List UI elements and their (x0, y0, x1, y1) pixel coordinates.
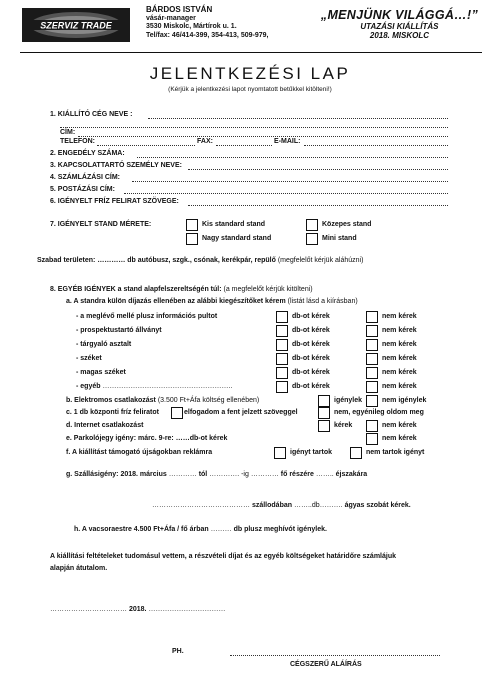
parking-no-label: nem kérek (382, 435, 417, 442)
field-line-fax[interactable] (216, 137, 272, 146)
checkbox-electric-no[interactable] (366, 395, 378, 407)
checkbox-large-stand[interactable] (186, 233, 198, 245)
free-area-row (37, 256, 363, 265)
electric-label: b. Elektromos csatlakozást (66, 397, 156, 404)
nem-label: nem kérek (382, 355, 417, 362)
room-label: ágyas szobát kérek. (344, 502, 411, 509)
frieze-accept-label: elfogadom a fent jelzett szöveggel (184, 409, 298, 416)
dinner-dots[interactable]: ……… (210, 526, 232, 533)
company-logo (22, 8, 130, 42)
db-label: db-ot kérek (292, 341, 330, 348)
accommodation-nights-dots[interactable]: …….. (315, 471, 334, 478)
signature-label: CÉGSZERŰ ALÁÍRÁS (290, 661, 362, 668)
parking-label: e. Parkolójegy igény: márc. 9-re: (66, 435, 174, 442)
option-medium-stand: Közepes stand (322, 221, 372, 228)
checkbox-table-qty[interactable] (276, 339, 288, 351)
electric-yes-label: igénylek (334, 397, 363, 404)
field-line-company-2[interactable] (60, 119, 448, 128)
item-other-dots[interactable]: ……………………………………………….. (102, 383, 233, 390)
item-high-chair: - magas széket (76, 369, 126, 376)
electric-note: (3.500 Ft+Áfa költség ellenében) (157, 397, 260, 404)
closing-line-2: alapján átutalom. (50, 565, 108, 572)
field-line-billing[interactable] (132, 173, 448, 182)
field-label-address: CÍM: (60, 129, 76, 136)
extras-row (66, 297, 358, 306)
section-8-row (50, 285, 313, 294)
db-label: db-ot kérek (292, 383, 330, 390)
field-label-fax: FAX: (197, 138, 213, 145)
checkbox-high-chair-no[interactable] (366, 367, 378, 379)
field-label-email: E-MAIL: (274, 138, 301, 145)
field-line-frieze[interactable] (188, 197, 448, 206)
db-label: db-ot kérek (292, 369, 330, 376)
advert-no-label: nem tartok igényt (366, 449, 425, 456)
parking-dots[interactable]: ……db-ot kérek (175, 435, 228, 442)
dinner-label: h. A vacsoraestre 4.500 Ft+Áfa / fő árban (74, 526, 209, 533)
hotel-name-dots[interactable]: …………………………………… (152, 502, 250, 509)
checkbox-info-desk-qty[interactable] (276, 311, 288, 323)
dinner-rest: db plusz meghívót igénylek. (233, 526, 327, 533)
checkbox-advert-no[interactable] (350, 447, 362, 459)
accommodation-label: g. Szállásigény: 2018. március (66, 471, 167, 478)
checkbox-internet-yes[interactable] (318, 420, 330, 432)
accommodation-nights: éjszakára (335, 471, 368, 478)
item-chair: - széket (76, 355, 102, 362)
field-line-contact[interactable] (188, 161, 448, 170)
form-title: JELENTKEZÉSI LAP (149, 64, 351, 83)
option-small-stand: Kis standard stand (202, 221, 266, 228)
checkbox-parking-no[interactable] (366, 433, 378, 445)
company-role: vásár-manager (146, 14, 196, 22)
checkbox-small-stand[interactable] (186, 219, 198, 231)
nem-label: nem kérek (382, 369, 417, 376)
frieze-label: c. 1 db központi fríz feliratot (66, 409, 159, 416)
event-title: „MENJÜNK VILÁGGÁ…!” (320, 8, 478, 22)
field-label-contact: 3. KAPCSOLATTARTÓ SZEMÉLY NEVE: (50, 162, 182, 169)
closing-line-1: A kiállítási feltételeket tudomásul vettem, a részvételi díjat és az egyéb költségeket határidőre számlájuk (50, 553, 396, 560)
checkbox-info-desk-no[interactable] (366, 311, 378, 323)
nem-label: nem kérek (382, 383, 417, 390)
internet-yes-label: kérek (334, 422, 353, 429)
field-line-postal[interactable] (124, 185, 448, 194)
item-other: - egyéb (76, 383, 101, 390)
field-label-permit: 2. ENGEDÉLY SZÁMA: (50, 150, 125, 157)
accommodation-to-dots[interactable]: …………. -ig (209, 471, 249, 478)
db-label: db-ot kérek (292, 327, 330, 334)
form-subtitle: (Kérjük a jelentkezési lapot nyomtatott betűkkel kitölteni!) (168, 86, 332, 93)
room-count-dots[interactable]: ……..db………. (293, 502, 343, 509)
electric-no-label: nem igénylek (382, 397, 427, 404)
date-year: 2018. (128, 606, 147, 613)
internet-no-label: nem kérek (382, 422, 417, 429)
field-line-company[interactable] (148, 110, 448, 119)
checkbox-brochure-qty[interactable] (276, 325, 288, 337)
field-label-company: 1. KIÁLLÍTÓ CÉG NEVE : (50, 111, 133, 118)
checkbox-table-no[interactable] (366, 339, 378, 351)
internet-label: d. Internet csatlakozást (66, 422, 144, 429)
db-label: db-ot kérek (292, 313, 330, 320)
free-area-text: db autóbusz, szgk., csónak, kerékpár, repülő (127, 257, 276, 264)
advert-label: f. A kiállítást támogató újságokban reklámra (66, 449, 213, 456)
event-block (321, 8, 478, 40)
date-place-dots[interactable]: …………………………… (50, 606, 127, 613)
section-8-note: (a megfelelőt kérjük kitölteni) (223, 286, 313, 293)
stamp-label: PH. (172, 648, 184, 655)
checkbox-electric-yes[interactable] (318, 395, 330, 407)
stand-size-label: 7. IGÉNYELT STAND MÉRETE: (50, 221, 152, 228)
company-address (146, 6, 268, 40)
field-line-phone[interactable] (97, 137, 195, 146)
nem-label: nem kérek (382, 313, 417, 320)
date-row (50, 605, 225, 614)
accommodation-row (66, 470, 367, 479)
checkbox-high-chair-qty[interactable] (276, 367, 288, 379)
accommodation-from-dots[interactable]: ………… (168, 471, 197, 478)
dinner-row (74, 525, 327, 534)
event-place: 2018. MISKOLC (369, 31, 430, 40)
field-label-frieze: 6. IGÉNYELT FRÍZ FELIRAT SZÖVEGE: (50, 198, 179, 205)
electric-row (66, 396, 259, 405)
checkbox-mini-stand[interactable] (306, 233, 318, 245)
extras-label: a. A standra külön díjazás ellenében az alábbi kiegészítőket kérem (66, 298, 286, 305)
option-mini-stand: Mini stand (322, 235, 357, 242)
hotel-row (152, 501, 411, 510)
nem-label: nem kérek (382, 341, 417, 348)
company-name: BÁRDOS ISTVÁN (146, 5, 213, 14)
parking-row (66, 434, 227, 443)
field-line-address[interactable] (78, 128, 448, 137)
checkbox-advert-yes[interactable] (274, 447, 286, 459)
extras-note: (listát lásd a kiírásban) (287, 298, 358, 305)
checkbox-internet-no[interactable] (366, 420, 378, 432)
field-label-postal: 5. POSTÁZÁSI CÍM: (50, 186, 115, 193)
field-line-permit[interactable] (137, 149, 448, 158)
event-subtitle: UTAZÁSI KIÁLLÍTÁS (360, 22, 439, 31)
letterhead (0, 0, 500, 56)
hotel-label: szállodában (251, 502, 293, 509)
field-label-billing: 4. SZÁMLÁZÁSI CÍM: (50, 174, 120, 181)
free-area-label: Szabad területen: (37, 257, 96, 264)
free-area-dots[interactable]: ………… (97, 257, 126, 264)
company-street: 3530 Miskolc, Mártírok u. 1. (146, 23, 237, 31)
nem-label: nem kérek (382, 327, 417, 334)
svg-text:SZERVIZ TRADE: SZERVIZ TRADE (40, 20, 112, 31)
section-8-label: 8. EGYÉB IGÉNYEK a stand alapfelszereltségén túl: (50, 286, 222, 293)
checkbox-other-qty[interactable] (276, 381, 288, 393)
item-other-row (76, 382, 232, 391)
checkbox-other-no[interactable] (366, 381, 378, 393)
accommodation-from: tól (198, 471, 208, 478)
accommodation-persons: fő részére (280, 471, 314, 478)
db-label: db-ot kérek (292, 355, 330, 362)
free-area-note: (megfelelőt kérjük aláhúzni) (277, 257, 364, 264)
option-large-stand: Nagy standard stand (202, 235, 272, 242)
item-info-desk: - a meglévő mellé plusz információs pultot (76, 313, 218, 320)
item-brochure-stand: - prospektustartó állványt (76, 327, 162, 334)
signature-line[interactable] (230, 647, 440, 656)
checkbox-brochure-no[interactable] (366, 325, 378, 337)
header-divider (20, 52, 482, 53)
checkbox-frieze-own[interactable] (318, 407, 330, 419)
field-label-phone: TELEFON: (60, 138, 95, 145)
item-table: - tárgyaló asztalt (76, 341, 132, 348)
accommodation-persons-dots[interactable]: ………… (250, 471, 279, 478)
checkbox-medium-stand[interactable] (306, 219, 318, 231)
field-line-email[interactable] (304, 137, 448, 146)
advert-yes-label: igényt tartok (290, 449, 333, 456)
checkbox-chair-qty[interactable] (276, 353, 288, 365)
checkbox-frieze-accept[interactable] (171, 407, 183, 419)
frieze-own-label: nem, egyénileg oldom meg (334, 409, 424, 416)
checkbox-chair-no[interactable] (366, 353, 378, 365)
company-phone: Tel/fax: 46/414-399, 354-413, 509-979, (146, 31, 269, 39)
date-day-dots[interactable]: …………………………… (148, 606, 226, 613)
